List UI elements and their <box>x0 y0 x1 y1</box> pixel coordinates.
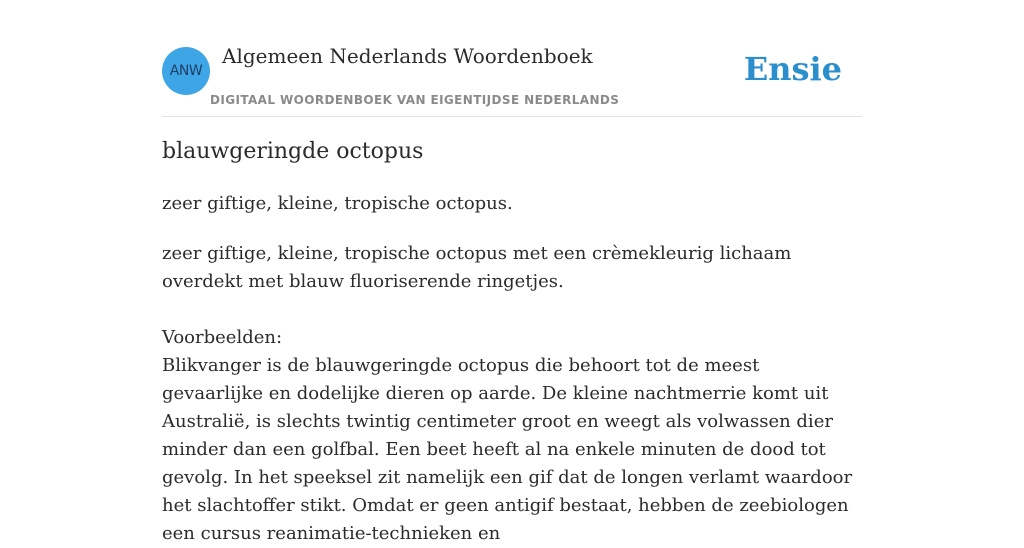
entry-title: blauwgeringde octopus <box>162 139 424 164</box>
site-title[interactable]: Algemeen Nederlands Woordenboek <box>222 44 593 68</box>
example-text: Blikvanger is de blauwgeringde octopus die behoort tot de meest gevaarlijke en dodelijke dieren op aarde. De kleine nachtmerrie komt uit Australië, is slechts twintig centimeter groot en weegt als volwassen dier minder dan een golfbal. Een beet heeft al na enkele minuten de dood tot gevolg. In het speeksel zit namelijk een gif dat de longen verlamt waardoor het slachtoffer stikt. Omdat er geen antigif bestaat, hebben de zeebiologen een cursus reanimatie-technieken en <box>162 355 853 544</box>
site-subtitle: DIGITAAL WOORDENBOEK VAN EIGENTIJDSE NEDERLANDS <box>210 93 620 107</box>
content-container <box>162 0 862 544</box>
long-definition: zeer giftige, kleine, tropische octopus met een crèmekleurig lichaam overdekt met blauw fluoriserende ringetjes. <box>162 243 792 292</box>
anw-logo-text: ANW <box>169 63 203 79</box>
long-definition-block <box>162 240 862 548</box>
examples-label: Voorbeelden: <box>162 327 283 348</box>
anw-logo[interactable] <box>162 47 210 95</box>
header <box>162 0 862 117</box>
short-definition: zeer giftige, kleine, tropische octopus. <box>162 193 513 214</box>
ensie-logo[interactable]: Ensie <box>743 50 842 88</box>
